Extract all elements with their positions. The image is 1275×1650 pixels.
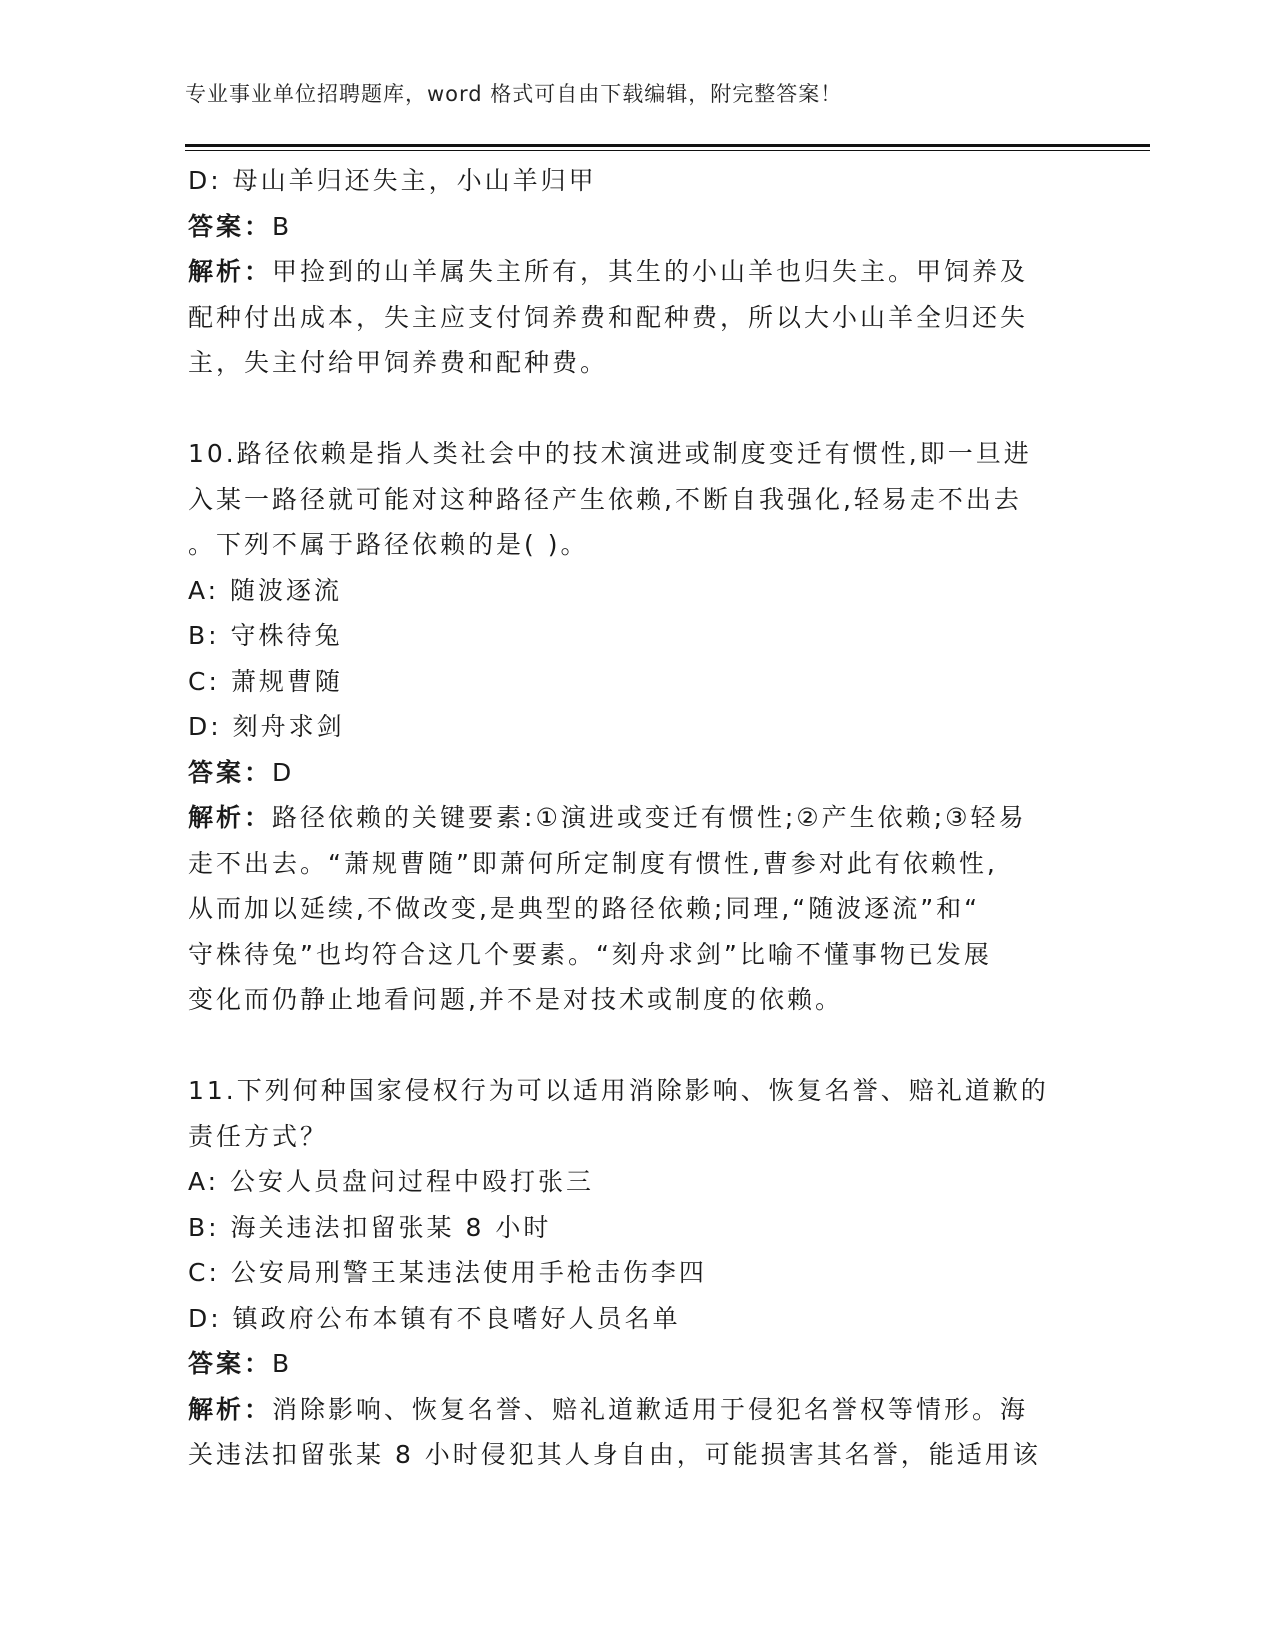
analysis-label: 解析： <box>188 1394 273 1424</box>
option-c: C: 萧规曹随 <box>188 666 343 696</box>
answer-value: B <box>272 211 293 241</box>
question-stem: 入某一路径就可能对这种路径产生依赖,不断自我强化,轻易走不出去 <box>188 484 1022 514</box>
question-stem: 11.下列何种国家侵权行为可以适用消除影响、恢复名誉、赔礼道歉的 <box>188 1076 1049 1105</box>
analysis-line <box>188 249 1078 295</box>
header-rule-thin <box>185 150 1150 151</box>
answer-label: 答案： <box>188 757 273 787</box>
analysis-line <box>188 1387 1078 1433</box>
answer-value: B <box>272 1349 293 1378</box>
analysis-text: 消除影响、恢复名誉、赔礼道歉适用于侵犯名誉权等情形。海 <box>272 1394 1029 1424</box>
analysis-line: 守株待兔”也均符合这几个要素。“刻舟求剑”比喻不懂事物已发展 <box>188 939 992 969</box>
answer-line <box>188 204 1078 250</box>
option-d: D: 镇政府公布本镇有不良嗜好人员名单 <box>188 1303 681 1333</box>
analysis-line: 变化而仍静止地看问题,并不是对技术或制度的依赖。 <box>188 985 843 1014</box>
option-b: B: 守株待兔 <box>188 621 343 650</box>
option-b: B: 海关违法扣留张某 8 小时 <box>188 1212 552 1242</box>
answer-label: 答案： <box>188 1349 273 1378</box>
analysis-line: 关违法扣留张某 8 小时侵犯其人身自由，可能损害其名誉，能适用该 <box>188 1440 1041 1469</box>
analysis-text: 路径依赖的关键要素:①演进或变迁有惯性;②产生依赖;③轻易 <box>272 803 1027 832</box>
document-body <box>188 158 1078 1478</box>
question-stem: 10.路径依赖是指人类社会中的技术演进或制度变迁有惯性,即一旦进 <box>188 439 1032 468</box>
option-c: C: 公安局刑警王某违法使用手枪击伤李四 <box>188 1258 707 1287</box>
analysis-line: 配种付出成本，失主应支付饲养费和配种费，所以大小山羊全归还失 <box>188 302 1029 332</box>
answer-value: D <box>272 757 295 787</box>
answer-line <box>188 1341 1078 1387</box>
spacer <box>188 1023 1078 1069</box>
answer-line <box>188 750 1078 796</box>
page-header: 专业事业单位招聘题库，word 格式可自由下载编辑，附完整答案！ <box>185 82 843 106</box>
option-d: D: 母山羊归还失主，小山羊归甲 <box>188 166 597 195</box>
question-stem: 。下列不属于路径依赖的是( )。 <box>188 530 589 559</box>
spacer <box>188 386 1078 432</box>
analysis-label: 解析： <box>188 257 273 286</box>
option-a: A: 随波逐流 <box>188 575 343 605</box>
analysis-label: 解析： <box>188 803 273 832</box>
answer-label: 答案： <box>188 211 273 241</box>
option-d: D: 刻舟求剑 <box>188 712 345 741</box>
header-rule-thick <box>185 144 1150 147</box>
analysis-text: 甲捡到的山羊属失主所有，其生的小山羊也归失主。甲饲养及 <box>272 257 1029 286</box>
question-stem: 责任方式？ <box>188 1121 329 1151</box>
analysis-line: 走不出去。“萧规曹随”即萧何所定制度有惯性,曹参对此有依赖性, <box>188 848 998 878</box>
analysis-line: 从而加以延续,不做改变,是典型的路径依赖;同理,“随波逐流”和“ <box>188 894 981 923</box>
analysis-line <box>188 795 1078 841</box>
option-a: A: 公安人员盘问过程中殴打张三 <box>188 1167 595 1196</box>
analysis-line: 主，失主付给甲饲养费和配种费。 <box>188 348 609 377</box>
